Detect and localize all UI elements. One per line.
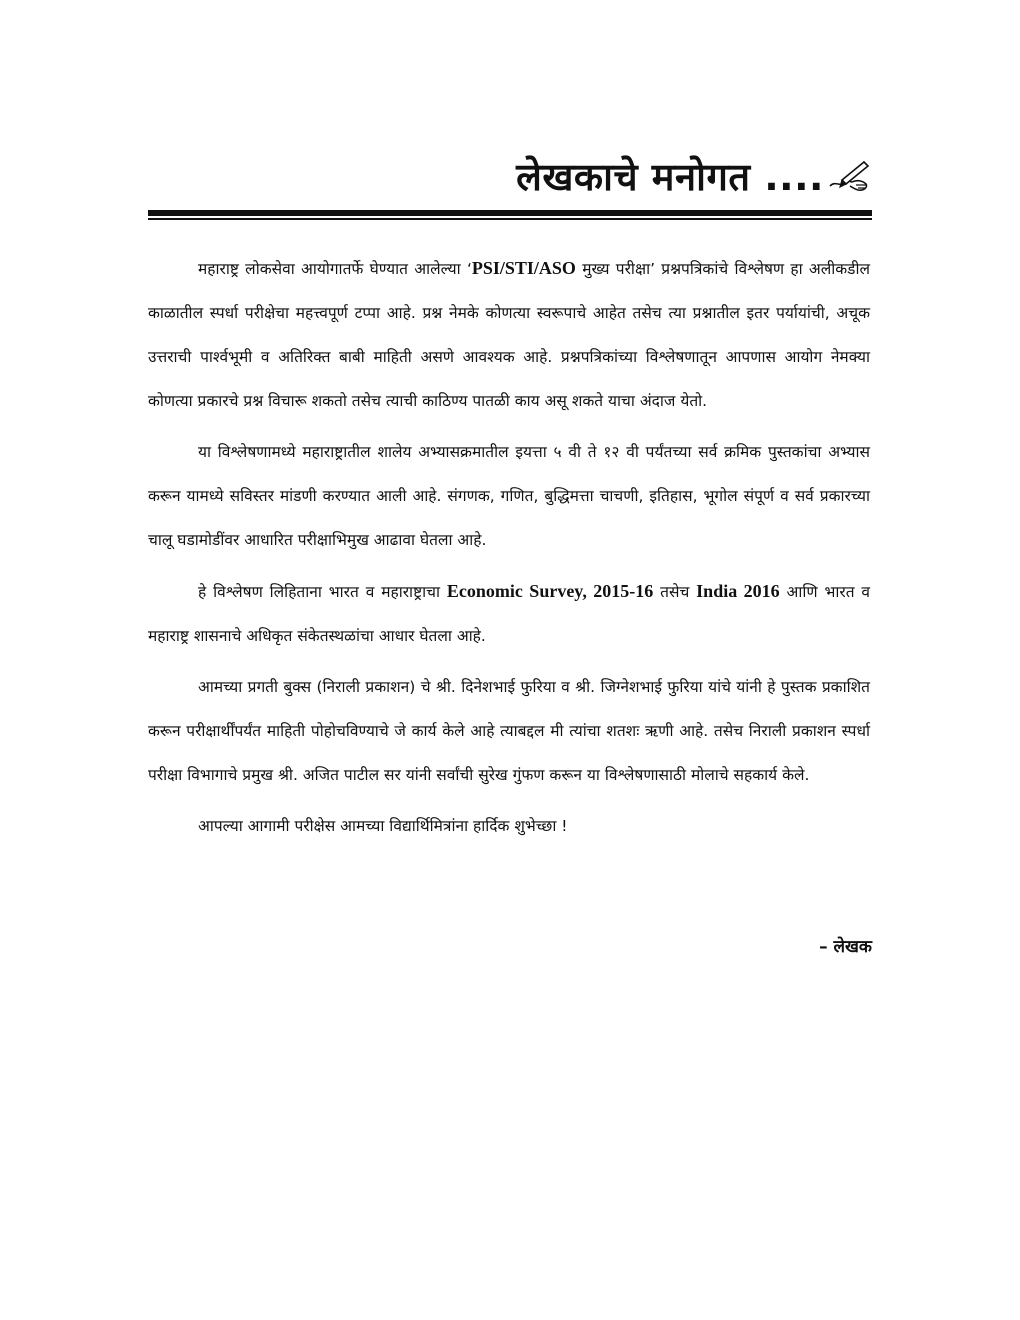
heading-rule-thin <box>148 218 872 220</box>
paragraph-3: हे विश्लेषण लिहिताना भारत व महाराष्ट्राचा Economic Survey, 2015-16 तसेच India 2016 आणि भारत व महाराष्ट्र शासनाचे अधिकृत संकेतस्थळांचा आधार घेतला आहे. <box>148 581 871 645</box>
paragraph-1: महाराष्ट्र लोकसेवा आयोगातर्फे घेण्यात आलेल्या ‘PSI/STI/ASO मुख्य परीक्षा’ प्रश्नपत्रिकांचे विश्लेषण हा अलीकडील काळातील स्पर्धा परीक्षेचा महत्त्वपूर्ण टप्पा आहे. प्रश्न नेमके कोणत्या स्वरूपाचे आहेत तसेच त्या प्रश्नातील इतर पर्यायांची, अचूक उत्तराची पार्श्वभूमी व अतिरिक्त बाबी माहिती असणे आवश्यक आहे. प्रश्नपत्रिकांच्या विश्लेषणातून आपणास आयोग नेमक्या कोणत्या प्रकारचे प्रश्न विचारू शकतो तसेच त्याची काठिण्य पातळी काय असू शकते याचा अंदाज येतो. <box>148 258 870 410</box>
heading-title: लेखकाचे मनोगत .... <box>516 155 824 199</box>
paragraph-4: आमच्या प्रगती बुक्स (निराली प्रकाशन) चे श्री. दिनेशभाई फुरिया व श्री. जिग्नेशभाई फुरिया यांचे यांनी हे पुस्तक प्रकाशित करून परीक्षार्थींपर्यंत माहिती पोहोचविण्याचे जे कार्य केले आहे त्याबद्दल मी त्यांचा शतशः ऋणी आहे. तसेच निराली प्रकाशन स्पर्धा परीक्षा विभागाचे प्रमुख श्री. अजित पाटील सर यांनी सर्वांची सुरेख गुंफण करून या विश्लेषणासाठी मोलाचे सहकार्य केले. <box>148 678 870 784</box>
paragraph-2: या विश्लेषणामध्ये महाराष्ट्रातील शालेय अभ्यासक्रमातील इयत्ता ५ वी ते १२ वी पर्यंतच्या सर्व क्रमिक पुस्तकांचा अभ्यास करून यामध्ये सविस्तर मांडणी करण्यात आली आहे. संगणक, गणित, बुद्धिमत्ता चाचणी, इतिहास, भूगोल संपूर्ण व सर्व प्रकारच्या चालू घडामोडींवर आधारित परीक्षाभिमुख आढावा घेतला आहे. <box>148 443 870 549</box>
page-heading <box>148 150 872 202</box>
pen-writing-icon <box>826 158 872 194</box>
body-text <box>148 246 870 855</box>
author-signature: – लेखक <box>819 937 872 957</box>
paragraph-5: आपल्या आगामी परीक्षेस आमच्या विद्यार्थिमित्रांना हार्दिक शुभेच्छा ! <box>198 817 568 835</box>
heading-rule-thick <box>148 210 872 216</box>
